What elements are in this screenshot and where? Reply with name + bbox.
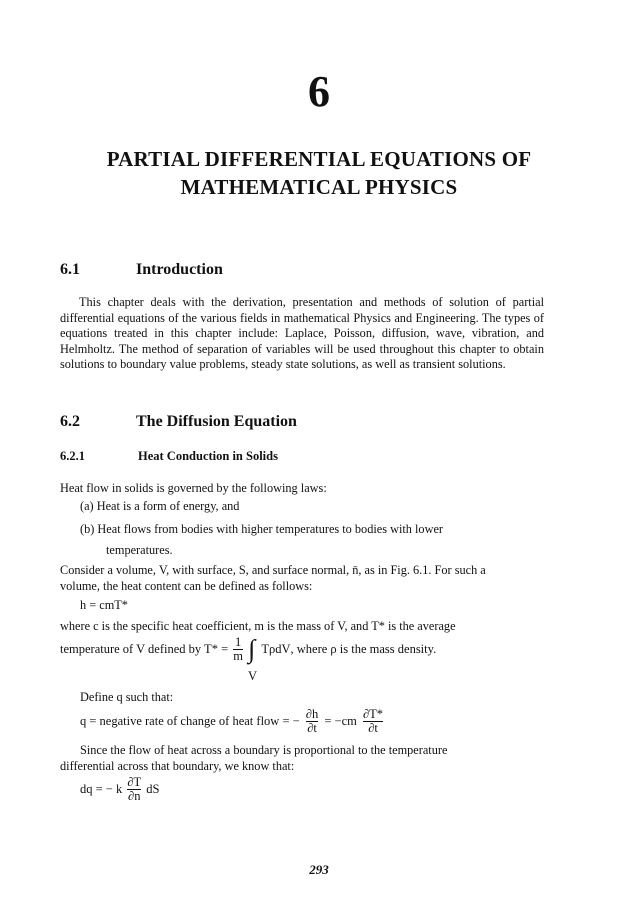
temperature-prefix: temperature of V defined by T* =	[60, 642, 229, 656]
average-temperature-definition	[60, 636, 436, 663]
fraction-numerator: ∂T*	[362, 707, 384, 721]
chapter-title	[0, 145, 638, 201]
since-line2: differential across that boundary, we know that:	[60, 759, 295, 773]
intro-paragraph: This chapter deals with the derivation, presentation and methods of solution of partial differential equations of the various fields in mathematical Physics and Engineering. The types of equations treated in this chapter include: Laplace, Poisson, diffusion, wave, vibration, and Helmholtz. The method of separation of variables will be used throughout this chapter to obtain solutions to boundary value problems, steady state solutions, as well as transient solutions.	[60, 295, 544, 372]
subsection-number: 6.2.1	[60, 449, 85, 463]
fraction-denominator: ∂n	[128, 789, 141, 803]
subsection-heading-6-2-1	[60, 449, 278, 464]
subsection-title: Heat Conduction in Solids	[138, 449, 278, 463]
fraction-numerator: ∂h	[305, 707, 319, 721]
volume-line1: Consider a volume, V, with surface, S, and surface normal, n̄, as in Fig. 6.1. For such a	[60, 563, 486, 577]
q-middle: = −cm	[324, 714, 357, 728]
since-line1: Since the flow of heat across a boundary is proportional to the temperature	[80, 743, 448, 757]
law-b-line1: (b) Heat flows from bodies with higher temperatures to bodies with lower	[80, 522, 444, 536]
fraction-dT-dn	[127, 776, 141, 803]
heat-content-equation: h = cmT*	[80, 598, 128, 612]
integral-subscript: V	[248, 669, 258, 683]
fraction-dT-dt	[363, 708, 383, 735]
fraction-one-over-m	[233, 636, 243, 663]
fraction-denominator: ∂t	[307, 721, 317, 735]
temperature-suffix: , where ρ is the mass density.	[290, 642, 437, 656]
fraction-numerator: 1	[234, 635, 242, 649]
integral-sign: ∫	[248, 634, 256, 664]
chapter-number: 6	[308, 67, 330, 116]
chapter-title-line2: MATHEMATICAL PHYSICS	[180, 175, 458, 199]
section-number: 6.1	[60, 261, 80, 278]
q-prefix: q = negative rate of change of heat flow = −	[80, 714, 300, 728]
section-title: Introduction	[136, 261, 223, 278]
section-heading-6-2	[60, 413, 297, 431]
section-number: 6.2	[60, 413, 80, 430]
section-title: The Diffusion Equation	[136, 413, 297, 430]
q-equation	[80, 708, 386, 735]
section-heading-6-1	[60, 261, 223, 279]
integrand: TρdV	[261, 642, 291, 656]
dq-prefix: dq = − k	[80, 782, 123, 796]
dq-equation	[80, 776, 160, 803]
define-q: Define q such that:	[80, 690, 174, 704]
law-b-line2: temperatures.	[106, 543, 173, 557]
law-a: (a) Heat is a form of energy, and	[80, 499, 240, 513]
dq-suffix: dS	[146, 782, 160, 796]
fraction-dh-dt	[306, 708, 318, 735]
chapter-title-line1: PARTIAL DIFFERENTIAL EQUATIONS OF	[106, 147, 532, 171]
where-line: where c is the specific heat coefficient, m is the mass of V, and T* is the average	[60, 619, 456, 633]
fraction-denominator: ∂t	[363, 721, 383, 735]
volume-line2: volume, the heat content can be defined as follows:	[60, 579, 313, 593]
laws-intro: Heat flow in solids is governed by the following laws:	[60, 481, 327, 495]
page-number: 293	[309, 862, 329, 877]
fraction-numerator: ∂T	[127, 775, 142, 789]
fraction-denominator: m	[233, 649, 243, 663]
